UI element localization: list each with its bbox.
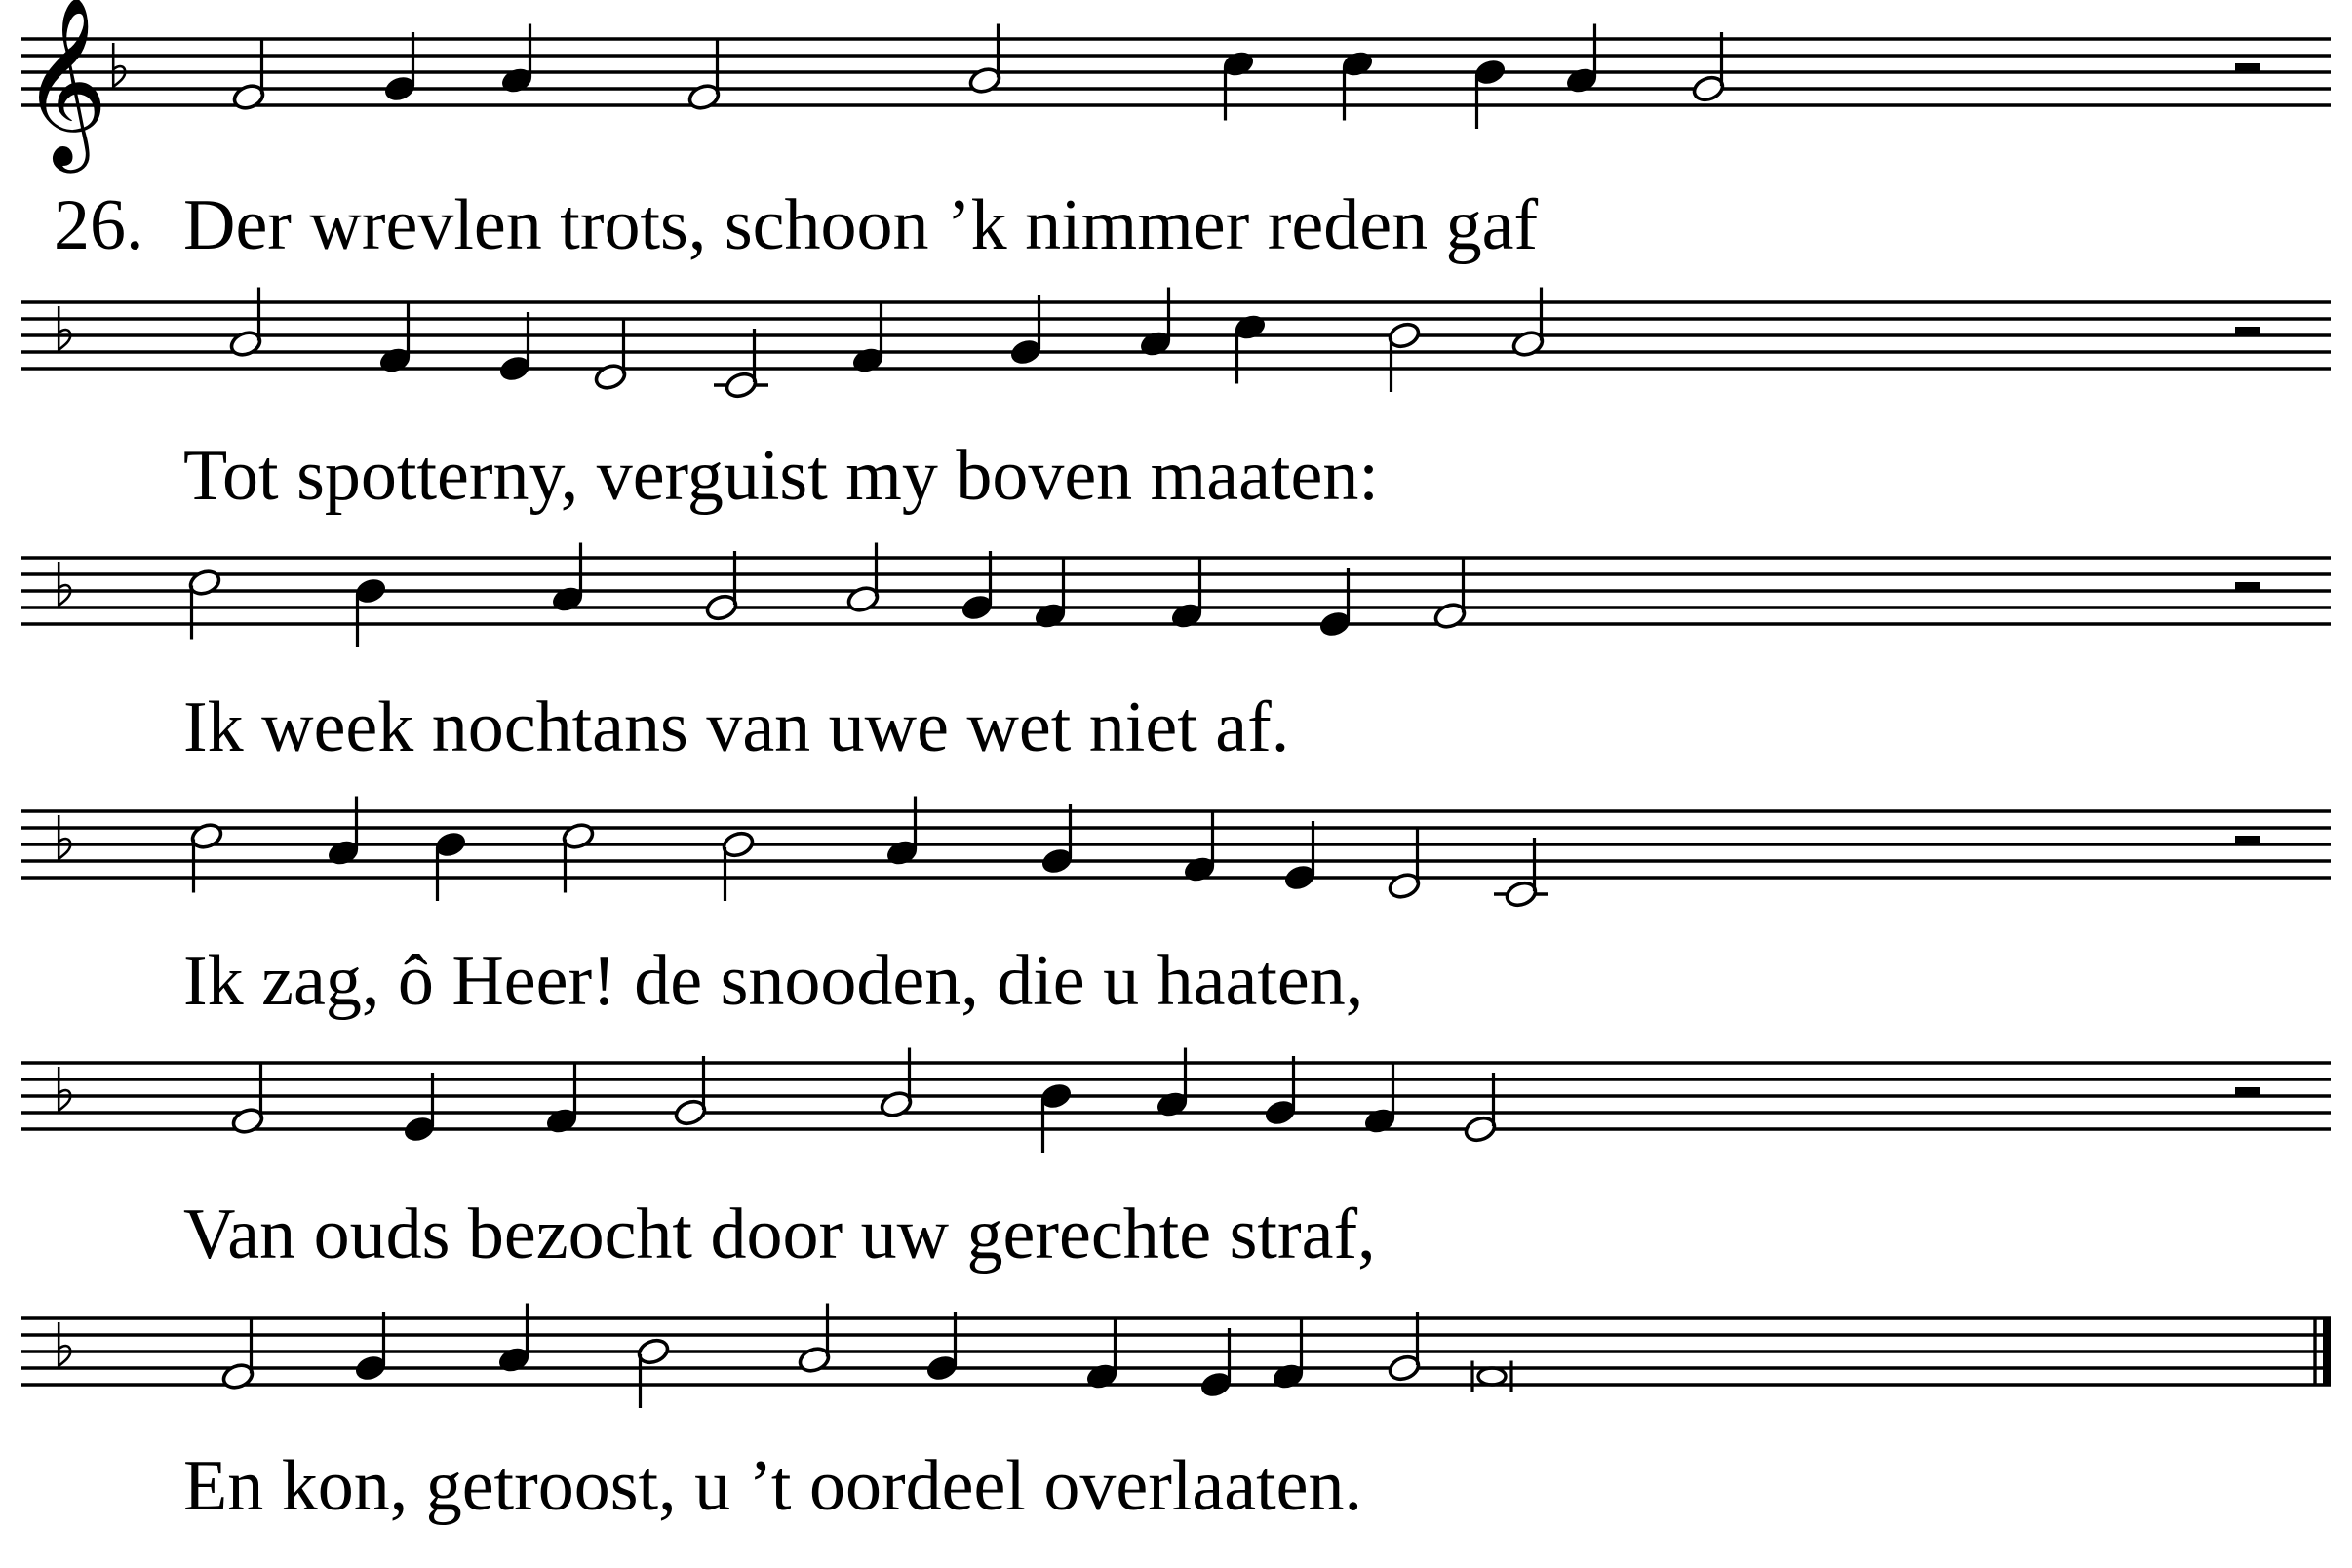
note: [1039, 804, 1075, 876]
lyric-line-4: Ik zag, ô Heer! de snooden, die u haaten,: [183, 941, 1364, 1021]
verse-number: 26.: [54, 185, 144, 265]
note: [1387, 830, 1422, 901]
half-rest: [2235, 582, 2260, 591]
note: [714, 329, 768, 400]
key-signature-flat: [59, 1067, 70, 1111]
note: [879, 1048, 914, 1119]
key-signature-flat: [59, 562, 70, 606]
note: [377, 304, 412, 375]
note: [1387, 1312, 1422, 1383]
note: [1362, 1065, 1397, 1136]
note: [353, 1312, 388, 1383]
note: [967, 24, 1002, 96]
note: [850, 304, 885, 375]
note: [1317, 568, 1352, 639]
note: [1282, 821, 1317, 892]
note: [960, 551, 995, 622]
note: [1033, 560, 1068, 631]
system-6: [21, 1304, 2331, 1527]
note: [593, 321, 628, 392]
half-rest: [2235, 836, 2260, 844]
note: [673, 1056, 708, 1127]
note: [704, 551, 739, 622]
lyric-line-5: Van ouds bezocht door uw gerechte straf,: [183, 1195, 1376, 1274]
system-5: [21, 1048, 2331, 1275]
note: [1564, 24, 1599, 96]
note: [382, 32, 417, 103]
note: [884, 797, 920, 868]
treble-clef: 𝄞: [21, 0, 108, 166]
note: [1138, 288, 1173, 359]
note: [1169, 560, 1204, 631]
key-signature-flat: [59, 1322, 70, 1366]
barline-thick: [2323, 1318, 2331, 1385]
note: [1155, 1048, 1190, 1119]
note: [686, 41, 722, 112]
note: [402, 1073, 437, 1144]
note: [1510, 288, 1546, 359]
verse-number-group: [54, 185, 144, 265]
note: [1263, 1056, 1298, 1127]
note: [1271, 1320, 1306, 1392]
note: [924, 1312, 960, 1383]
lyric-line-1: Der wrevlen trots, schoon ’k nimmer reden gaf: [183, 185, 1539, 265]
note: [433, 830, 468, 901]
note: [1084, 1320, 1119, 1392]
note: [1387, 321, 1422, 392]
note: [1221, 49, 1256, 120]
lyric-line-3: Ik week nochtans van uwe wet niet af.: [183, 687, 1290, 767]
system-4: [21, 797, 2331, 1022]
note: [1182, 813, 1217, 884]
note: [1494, 838, 1548, 909]
note: [220, 1320, 255, 1392]
key-signature-flat: [59, 306, 70, 350]
note: [230, 1065, 265, 1136]
system-1: [21, 0, 2331, 265]
note: [1463, 1073, 1498, 1144]
note: [1039, 1081, 1074, 1153]
key-signature-flat: [59, 815, 70, 859]
note: [1233, 312, 1268, 383]
note: [544, 1065, 579, 1136]
note: [189, 821, 224, 892]
key-signature-flat: [113, 43, 125, 87]
system-2: [21, 288, 2331, 517]
note: [1198, 1328, 1234, 1399]
note: [636, 1337, 671, 1408]
note: [550, 543, 585, 614]
note: [187, 568, 222, 639]
note: [1008, 295, 1043, 367]
half-rest: [2235, 1087, 2260, 1096]
half-rest: [2235, 63, 2260, 72]
note: [231, 41, 266, 112]
note: [1472, 1361, 1511, 1392]
note-head: [1478, 1368, 1506, 1385]
note: [497, 312, 532, 383]
note: [228, 288, 263, 359]
note: [496, 1304, 531, 1375]
system-3: [21, 543, 2331, 768]
note: [326, 797, 361, 868]
note: [797, 1304, 832, 1375]
lyric-line-6: En kon, getroost, u ’t oordeel overlaaten.: [183, 1446, 1363, 1526]
note: [353, 576, 388, 647]
note: [721, 830, 756, 901]
note: [499, 24, 534, 96]
note: [1340, 49, 1375, 120]
note: [1432, 560, 1468, 631]
lyric-line-2: Tot spotterny, verguist my boven maaten:: [183, 436, 1379, 516]
note: [845, 543, 881, 614]
half-rest: [2235, 327, 2260, 335]
note: [561, 821, 596, 892]
note: [1472, 58, 1508, 129]
note: [1691, 32, 1726, 103]
